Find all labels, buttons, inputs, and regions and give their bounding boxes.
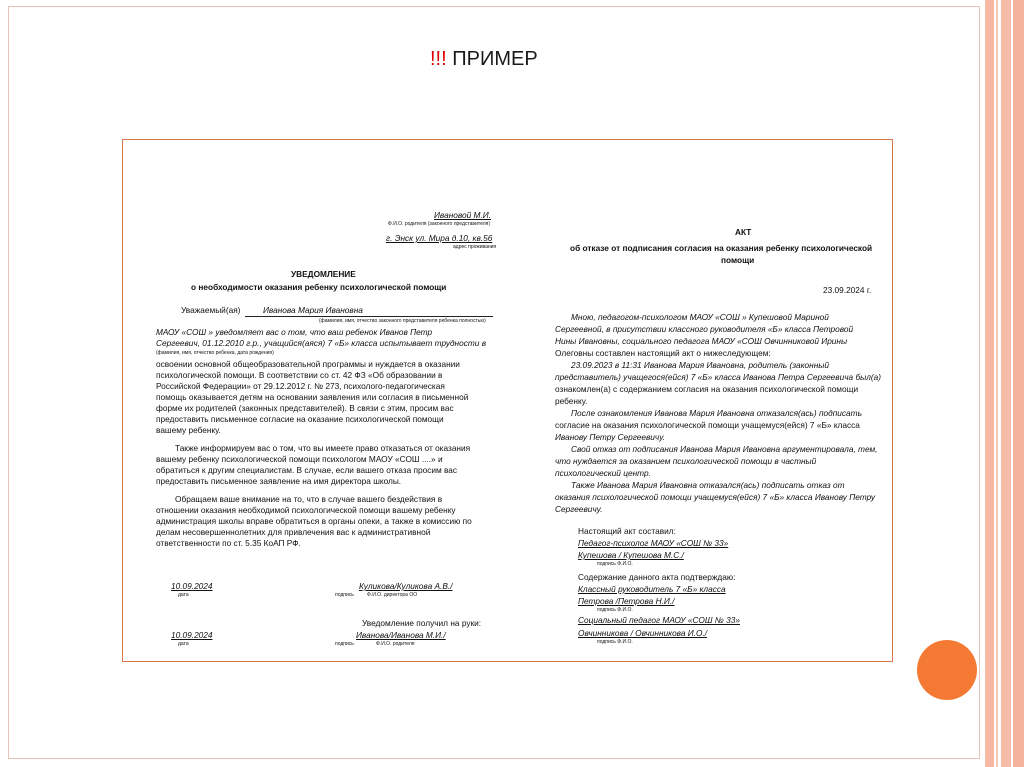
sign2-signature-caption: подпись xyxy=(335,641,354,647)
act-line-10: согласие на оказания психологической помощи учащемуся(ейся) 7 «Б» класса xyxy=(555,420,860,430)
social-caption: подпись Ф.И.О. xyxy=(597,639,633,645)
composed-caption: подпись Ф.И.О. xyxy=(597,561,633,567)
notice-line-15: Обращаем ваше внимание на то, что в случае вашего бездействия в xyxy=(175,494,443,504)
act-line-17: Сергеевичу. xyxy=(555,504,603,514)
act-line-4: Олеговны составлен настоящий акт о нижеследующем: xyxy=(555,348,771,358)
addressee-name: Ивановой М.И. xyxy=(434,210,492,220)
decor-stripe-1 xyxy=(985,0,994,767)
sign2-date: 10.09.2024 xyxy=(171,630,213,640)
address: г. Энск ул. Мира д.10, кв.56 xyxy=(386,233,493,243)
notice-line-14: предоставить письменное заявление на имя директора школы. xyxy=(156,476,402,486)
greeting-label: Уважаемый(ая) xyxy=(181,305,241,315)
notice-line-1: МАОУ «СОШ » уведомляет вас о том, что ваш ребенок Иванов Петр xyxy=(156,327,433,337)
notice-line-18: делам несовершеннолетних для привлечения вас к административной xyxy=(156,527,431,537)
notice-line-17: администрация школы вправе обратиться в органы опеки, а также в комиссию по xyxy=(156,516,472,526)
notice-line-2: Сергеевич, 01.12.2010 г.р., учащийся(аяся) 7 «Б» класса испытывает трудности в xyxy=(156,338,487,348)
notice-subheading: о необходимости оказания ребенку психологической помощи xyxy=(191,282,447,292)
decor-stripe-4 xyxy=(1013,0,1024,767)
notice-line-8: форме их родителей (законных представителей). В связи с этим, просим вас xyxy=(156,403,454,413)
decor-circle xyxy=(917,640,977,700)
notice-heading: УВЕДОМЛЕНИЕ xyxy=(291,269,356,279)
address-caption: адрес проживания xyxy=(453,244,497,250)
act-line-3: Нины Ивановны, социального педагога МАОУ «СОШ Овчинниковой Ирины xyxy=(555,336,848,346)
notice-line-7: помощь оказывается детям на основании заявления или согласия в письменной xyxy=(156,392,469,402)
act-line-16: оказания психологической помощи учащемуся(ейся) 7 «Б» класса Иванову Петру xyxy=(555,492,876,502)
greeting-caption: (фамилия, имя, отчество законного представителя ребенка полностью) xyxy=(319,318,486,324)
sign1-name: Куликова/Куликова А.В./ xyxy=(359,581,453,591)
sign1-name-caption: Ф.И.О. директора ОО xyxy=(367,592,418,598)
document-scan xyxy=(122,139,893,662)
addressee-caption: Ф.И.О. родителя (законного представителя) xyxy=(388,221,490,227)
sign1-date: 10.09.2024 xyxy=(171,581,213,591)
slide-title xyxy=(430,48,538,71)
act-line-13: что нуждается за оказанием психологической помощи в частный xyxy=(555,456,817,466)
composed-label: Настоящий акт составил: xyxy=(578,526,676,536)
notice-line-16: отношении оказания необходимой психологической помощи вашему ребенку xyxy=(156,505,456,515)
act-line-8: ребенку. xyxy=(555,396,588,406)
notice-line-4: освоении основной общеобразовательной программы и нуждается в оказании xyxy=(156,359,460,369)
sign2-name: Иванова/Иванова М.И./ xyxy=(356,630,446,640)
decor-stripe-3 xyxy=(1001,0,1011,767)
confirmed-name: Петрова /Петрова Н.И./ xyxy=(578,596,675,606)
notice-line-6: Российской Федерации» от 29.12.2012 г. № 273, психолого-педагогическая xyxy=(156,381,445,391)
confirmed-label: Содержание данного акта подтверждаю: xyxy=(578,572,736,582)
act-line-15: Также Иванова Мария Ивановна отказался(ась) подписать отказ от xyxy=(571,480,845,490)
received-label: Уведомление получил на руки: xyxy=(362,618,482,628)
act-subheading-2: помощи xyxy=(721,255,755,265)
act-line-9: После ознакомления Иванова Мария Ивановна отказался(ась) подписать xyxy=(571,408,862,418)
act-line-6: представитель) учащегося(ейся) 7 «Б» класса Иванова Петра Сергеевича был(а) xyxy=(555,372,882,382)
social-role: Социальный педагог МАОУ «СОШ № 33» xyxy=(578,615,740,625)
social-name: Овчинникова / Овчинникова И.О./ xyxy=(578,628,708,638)
sign1-signature-caption: подпись xyxy=(335,592,354,598)
notice-line-9: предоставить письменное согласие на оказание психологической помощи xyxy=(156,414,444,424)
sign1-date-caption: дата xyxy=(178,592,189,598)
decor-stripe-2 xyxy=(996,0,998,767)
confirmed-caption: подпись Ф.И.О. xyxy=(597,607,633,613)
sign2-name-caption: Ф.И.О. родителя xyxy=(376,641,415,647)
act-line-11: Иванову Петру Сергеевичу. xyxy=(555,432,666,442)
notice-line-10: вашему ребенку. xyxy=(156,425,221,435)
title-exclamation: !!! xyxy=(430,48,447,70)
act-line-2: Сергеевной, в присутствии классного руководителя «Б» класса Петровой xyxy=(555,324,854,334)
notice-line-13: обратиться к другим специалистам. В случае, если вашего отказа просим вас xyxy=(156,465,458,475)
act-line-1: Мною, педагогом-психологом МАОУ «СОШ » Купешовой Мариной xyxy=(571,312,829,322)
act-line-5: 23.09.2023 в 11:31 Иванова Мария Ивановна, родитель (законный xyxy=(571,360,829,370)
notice-line-19: ответственности по ст. 5.35 КоАП РФ. xyxy=(156,538,301,548)
title-text: ПРИМЕР xyxy=(452,48,538,70)
composed-role: Педагог-психолог МАОУ «СОШ № 33» xyxy=(578,538,729,548)
notice-line-11: Также информируем вас о том, что вы имеете право отказаться от оказания xyxy=(175,443,471,453)
act-date: 23.09.2024 г. xyxy=(823,285,872,295)
confirmed-role: Классный руководитель 7 «Б» класса xyxy=(578,584,726,594)
notice-line-12: вашему ребенку психологической помощи психологом МАОУ «СОШ ....» и xyxy=(156,454,443,464)
act-line-14: психологический центр. xyxy=(555,468,651,478)
act-heading: АКТ xyxy=(735,227,752,237)
act-line-7: ознакомлен(а) с содержанием согласия на оказания психологической помощи xyxy=(555,384,859,394)
composed-name: Купешова / Купешова М.С./ xyxy=(578,550,684,560)
notice-line-3: (фамилия, имя, отчество ребенка, дата рождения) xyxy=(156,350,274,356)
greeting-name: Иванова Мария Ивановна xyxy=(263,305,363,315)
notice-line-5: психологической помощи. В соответствии со ст. 42 ФЗ «Об образовании в xyxy=(156,370,443,380)
act-line-12: Свой отказ от подписания Иванова Мария Ивановна аргументировала, тем, xyxy=(571,444,878,454)
greeting-underline xyxy=(245,316,493,317)
sign2-date-caption: дата xyxy=(178,641,189,647)
act-subheading-1: об отказе от подписания согласия на оказания ребенку психологической xyxy=(570,243,873,253)
